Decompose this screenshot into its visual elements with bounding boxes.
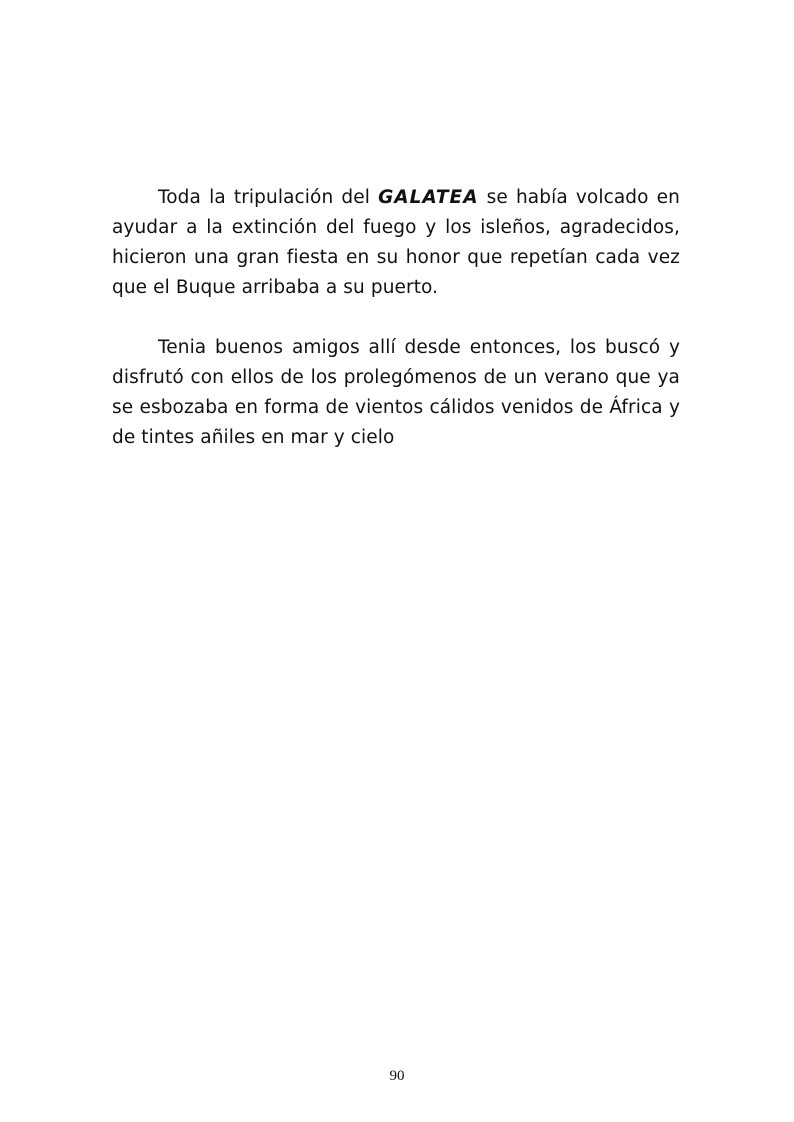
paragraph-1-start: Toda la tripulación del <box>158 187 379 208</box>
paragraph-2: Tenia buenos amigos allí desde entonces, los buscó y disfrutó con ellos de los prolegómenos de un verano que ya se esbozaba en forma de vientos cálidos venidos de África y de tintes añiles en mar y cielo <box>112 337 680 448</box>
page-number: 90 <box>389 1068 405 1084</box>
paragraph-1 <box>112 183 680 303</box>
paragraph-1-end: se había volcado en ayudar a la extinción del fuego y los isleños, agradecidos, hicieron una gran fiesta en su honor que repetían cada vez que el Buque arribaba a su puerto. <box>112 187 680 298</box>
body-text <box>112 183 680 453</box>
ship-name: GALATEA <box>378 187 479 208</box>
